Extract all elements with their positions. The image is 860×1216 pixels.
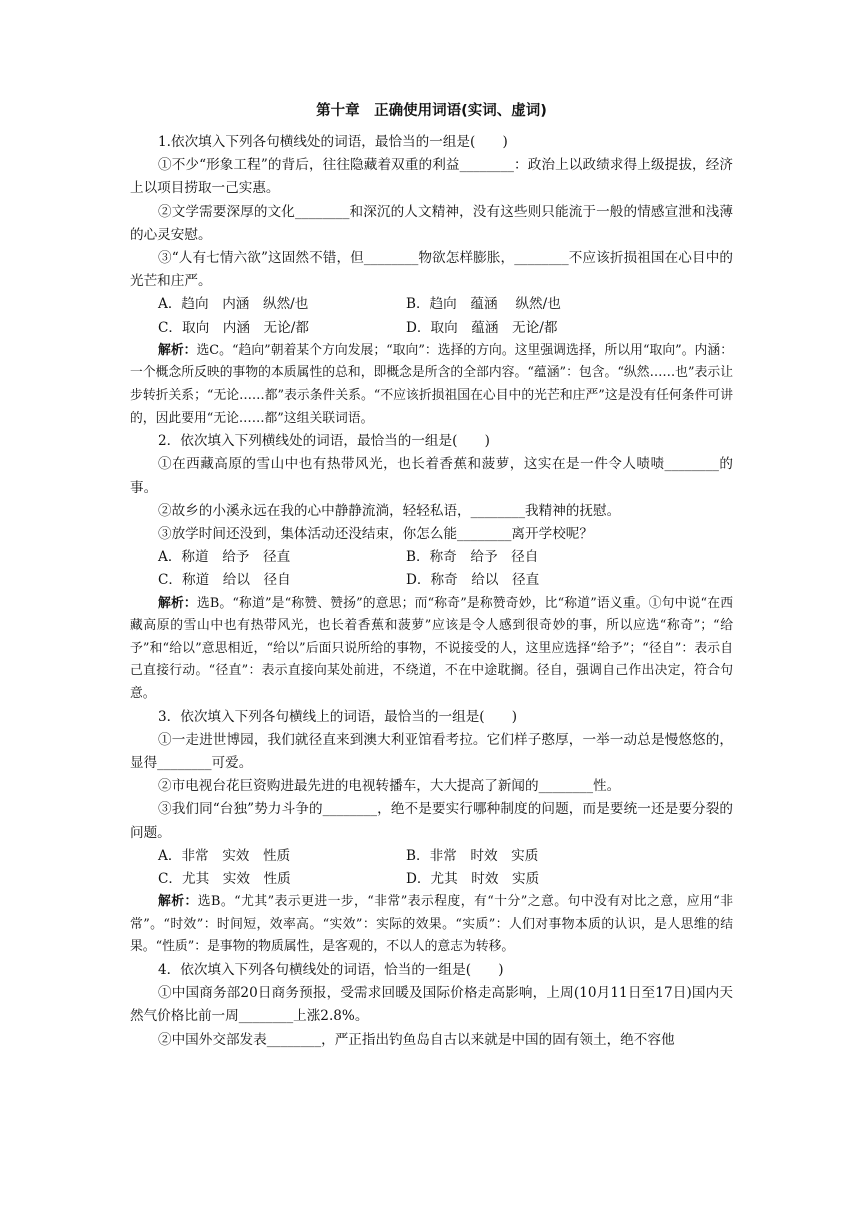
options-row	[130, 569, 733, 592]
question-stem: 4．依次填入下列各句横线处的词语，恰当的一组是( )	[158, 962, 504, 978]
question-sentence: ②中国外交部发表________，严正指出钓鱼岛自古以来就是中国的固有领土，绝不容他	[158, 1031, 675, 1048]
question-sentence: ③“人有七情六欲”这固然不错，但________物欲怎样膨胀，________不应该折损祖国在心目中的光芒和庄严。	[130, 250, 733, 290]
options-row	[130, 317, 733, 340]
question-sentence: ②市电视台花巨资购进最先进的电视转播车，大大提高了新闻的________性。	[158, 778, 621, 795]
option-b: B．趋向 蕴涵 纵然/也	[406, 296, 561, 313]
question-sentence: ①中国商务部20日商务预报，受需求回暖及国际价格走高影响，上周(10月11日至17日)国内天然气价格比前一周________上涨2.8%。	[130, 985, 733, 1025]
question-sentence: ③放学时间还没到，集体活动还没结束，你怎么能________离开学校呢？	[158, 526, 593, 543]
option-b: B．称奇 给予 径自	[406, 549, 539, 566]
document-page	[130, 100, 733, 1052]
question-sentence: ②故乡的小溪永远在我的心中静静流淌，轻轻私语，________我精神的抚慰。	[158, 502, 621, 519]
options-row	[130, 293, 733, 316]
question-sentence: ①不少“形象工程”的背后，往往隐藏着双重的利益________：政治上以政绩求得上级提拔，经济上以项目捞取一己实惠。	[130, 157, 733, 197]
question-sentence: ①一走进世博园，我们就径直来到澳大利亚馆看考拉。它们样子憨厚，一举一动总是慢悠悠的，显得________可爱。	[130, 731, 733, 771]
question-4	[130, 959, 733, 1052]
question-2	[130, 430, 733, 705]
question-1	[130, 131, 733, 430]
option-a: A．称道 给予 径直	[158, 549, 291, 566]
option-b: B．非常 时效 实质	[406, 847, 539, 864]
analysis-text: 选C。“趋向”朝着某个方向发展；“取向”：选择的方向。这里强调选择，所以用“取向”。内涵：一个概念所反映的事物的本质属性的总和，即概念是所含的全部内容。“蕴涵”：包含。“纵然……也”表示让步转折关系；“无论……都”表示条件关系。“不应该折损祖国在心目中的光芒和庄严”这是没有任何条件可讲的，因此要用“无论……都”这组关联词语。	[130, 342, 734, 426]
options-row	[130, 546, 733, 569]
analysis	[130, 340, 733, 430]
chapter-title: 第十章 正确使用词语(实词、虚词)	[316, 103, 547, 119]
option-d: D．取向 蕴涵 无论/都	[406, 319, 558, 336]
analysis-label: 解析：	[158, 894, 198, 910]
analysis-label: 解析：	[158, 595, 197, 611]
question-stem: 3．依次填入下列各句横线上的词语，最恰当的一组是( )	[158, 708, 518, 725]
option-c: C．称道 给以 径自	[158, 572, 291, 589]
question-stem: 2．依次填入下列横线处的词语，最恰当的一组是( )	[158, 433, 490, 450]
analysis-text: 选B。“称道”是“称赞、赞扬”的意思；而“称奇”是称赞奇妙，比“称道”语义重。①句中说“在西藏高原的雪山中也有热带风光，也长着香蕉和菠萝”应该是令人感到很奇妙的事，所以应选“称奇”；“给予”和“给以”意思相近，“给以”后面只说所给的事物，不说接受的人，这里应选择“给予”；“径自”：表示自己直接行动。“径直”：表示直接向某处前进，不绕道，不在中途耽搁。径自，强调自己作出决定，符合句意。	[130, 595, 733, 701]
option-a: A．非常 实效 性质	[158, 847, 291, 864]
option-d: D．称奇 给以 径直	[406, 572, 540, 589]
question-sentence: ①在西藏高原的雪山中也有热带风光，也长着香蕉和菠萝，这实在是一件令人啧啧________的事。	[130, 456, 733, 496]
options-row	[130, 845, 733, 868]
question-3	[130, 706, 733, 959]
analysis	[130, 891, 733, 959]
question-sentence: ②文学需要深厚的文化________和深沉的人文精神，没有这些则只能流于一般的情感宣泄和浅薄的心灵安慰。	[130, 203, 733, 243]
analysis	[130, 593, 733, 706]
analysis-text: 选B。“尤其”表示更进一步，“非常”表示程度，有“十分”之意。句中没有对比之意，应用“非常”。“时效”：时间短，效率高。“实效”：实际的效果。“实质”：人们对事物本质的认识，是人思维的结果。“性质”：是事物的物质属性，是客观的，不以人的意志为转移。	[130, 894, 734, 955]
options-row	[130, 868, 733, 891]
option-c: C．尤其 实效 性质	[158, 871, 291, 888]
question-sentence: ③我们同“台独”势力斗争的________，绝不是要实行哪种制度的问题，而是要统一还是要分裂的问题。	[130, 801, 733, 841]
option-d: D．尤其 时效 实质	[406, 871, 540, 888]
analysis-label: 解析：	[158, 342, 197, 358]
option-c: C．取向 内涵 无论/都	[158, 319, 309, 336]
option-a: A．趋向 内涵 纵然/也	[158, 296, 309, 313]
question-stem: 1.依次填入下列各句横线处的词语，最恰当的一组是( )	[158, 134, 508, 150]
